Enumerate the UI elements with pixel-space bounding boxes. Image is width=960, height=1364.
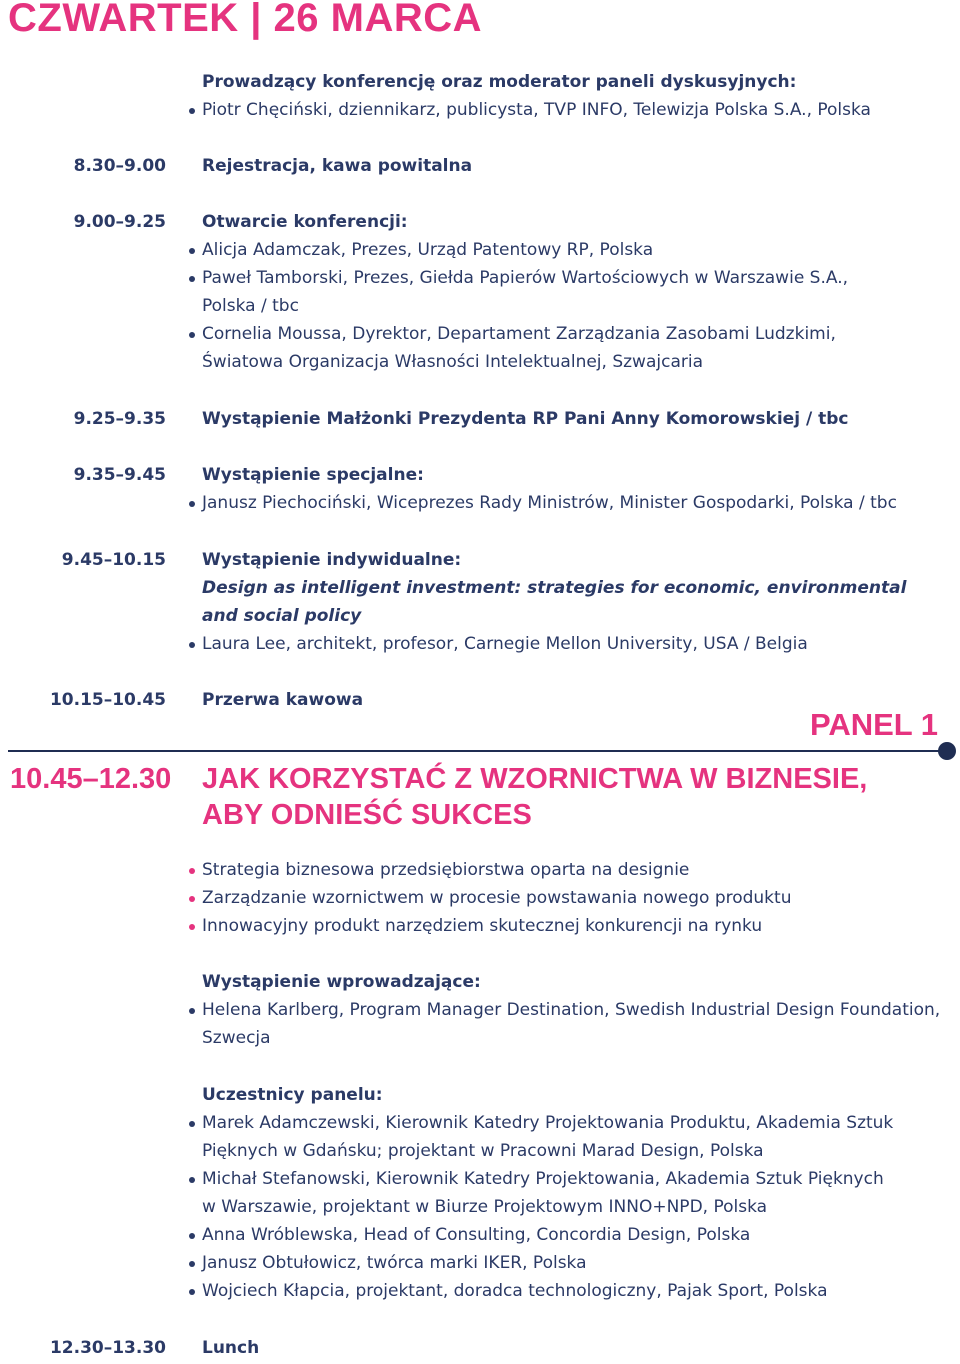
session-time: 10.15–10.45 <box>49 690 166 710</box>
topic-item: Zarządzanie wzornictwem w procesie powstawania nowego produktu <box>202 884 958 912</box>
list-item: Wojciech Kłapcia, projektant, doradca technologiczny, Pajak Sport, Polska <box>202 1277 958 1305</box>
day-title: CZWARTEK | 26 MARCA <box>8 0 483 40</box>
list-item: Janusz Obtułowicz, twórca marki IKER, Polska <box>202 1249 958 1277</box>
session-title: Wystąpienie indywidualne: <box>202 550 462 570</box>
panel-label: PANEL 1 <box>809 707 938 742</box>
list-item: Cornelia Moussa, Dyrektor, Departament Zarządzania Zasobami Ludzkimi, Światowa Organizacja Własności Intelektualnej, Szwajcaria <box>202 320 958 376</box>
list-item: Anna Wróblewska, Head of Consulting, Concordia Design, Polska <box>202 1221 958 1249</box>
session-title: Wystąpienie specjalne: <box>202 465 424 485</box>
list-item: Laura Lee, architekt, profesor, Carnegie Mellon University, USA / Belgia <box>202 630 958 658</box>
intro-heading: Wystąpienie wprowadzające: <box>202 972 481 992</box>
session-title: Wystąpienie Małżonki Prezydenta RP Pani Anny Komorowskiej / tbc <box>202 409 849 429</box>
panel-title: JAK KORZYSTAĆ Z WZORNICTWA W BIZNESIE, ABY ODNIEŚĆ SUKCES <box>202 763 868 831</box>
moderator-heading: Prowadzący konferencję oraz moderator paneli dyskusyjnych: <box>202 72 797 92</box>
session-time: 8.30–9.00 <box>73 156 166 176</box>
session-title: Rejestracja, kawa powitalna <box>202 156 473 176</box>
panel-time: 10.45–12.30 <box>10 763 172 795</box>
list-item: Michał Stefanowski, Kierownik Katedry Projektowania, Akademia Sztuk Pięknych w Warszawie, projektant w Biurze Projektowym INNO+NPD, Polska <box>202 1165 958 1221</box>
session-title: Przerwa kawowa <box>202 690 364 710</box>
list-item: Helena Karlberg, Program Manager Destination, Swedish Industrial Design Foundation, Szwecja <box>202 996 958 1052</box>
list-item: Janusz Piechociński, Wiceprezes Rady Ministrów, Minister Gospodarki, Polska / tbc <box>202 489 958 517</box>
list-item: Alicja Adamczak, Prezes, Urząd Patentowy RP, Polska <box>202 236 958 264</box>
list-item: Paweł Tamborski, Prezes, Giełda Papierów Wartościowych w Warszawie S.A., Polska / tbc <box>202 264 958 320</box>
list-item: Piotr Chęciński, dziennikarz, publicysta, TVP INFO, Telewizja Polska S.A., Polska <box>202 96 958 124</box>
topic-item: Innowacyjny produkt narzędziem skutecznej konkurencji na rynku <box>202 912 958 940</box>
list-item: Marek Adamczewski, Kierownik Katedry Projektowania Produktu, Akademia Sztuk Pięknych w Gdańsku; projektant w Pracowni Marad Design, Polska <box>202 1109 958 1165</box>
session-subtitle: Design as intelligent investment: strategies for economic, environmental and social policy <box>202 578 907 626</box>
participants-heading: Uczestnicy panelu: <box>202 1085 383 1105</box>
session-title: Otwarcie konferencji: <box>202 212 408 232</box>
topic-item: Strategia biznesowa przedsiębiorstwa oparta na designie <box>202 856 958 884</box>
session-time: 9.25–9.35 <box>73 409 166 429</box>
session-time: 9.00–9.25 <box>73 212 166 232</box>
session-title: Lunch <box>202 1338 260 1358</box>
session-time: 9.35–9.45 <box>73 465 166 485</box>
session-time: 12.30–13.30 <box>49 1338 166 1358</box>
panel-divider <box>8 750 940 752</box>
session-time: 9.45–10.15 <box>61 550 166 570</box>
panel-divider-dot <box>938 742 956 760</box>
